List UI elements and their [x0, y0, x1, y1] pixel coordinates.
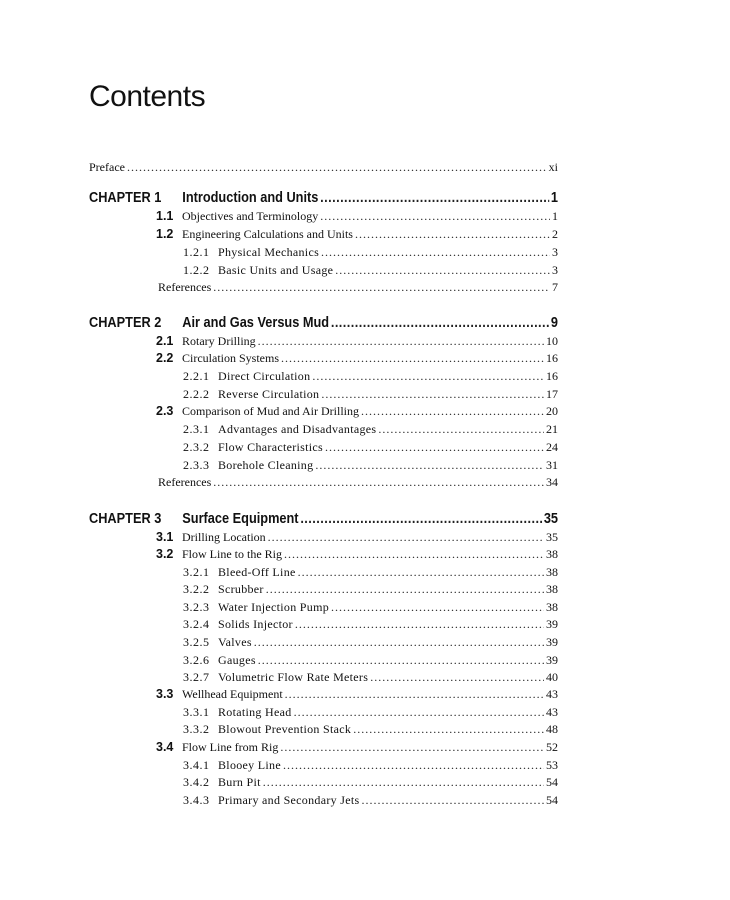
toc-subsection-3-2-3[interactable]: [183, 599, 558, 615]
subsection-title: Bleed-Off Line: [218, 565, 296, 579]
leader-dots: [315, 457, 544, 473]
section-title: Circulation Systems: [182, 351, 279, 365]
leader-dots: [266, 581, 544, 597]
leader-dots: [280, 739, 544, 755]
toc-chapter-1[interactable]: [89, 189, 558, 207]
subsection-title: Borehole Cleaning: [218, 458, 314, 472]
section-page: 16: [546, 351, 558, 365]
subsection-page: 38: [546, 600, 558, 614]
subsection-page: 39: [546, 635, 558, 649]
subsection-title: Gauges: [218, 653, 256, 667]
subsection-title: Flow Characteristics: [218, 440, 323, 454]
chapter-label: CHAPTER 2: [89, 315, 162, 331]
subsection-number: 3.2.5: [183, 635, 210, 649]
references-page: 34: [546, 475, 558, 489]
subsection-title: Rotating Head: [218, 705, 292, 719]
leader-dots: [263, 774, 544, 790]
toc-subsection-3-4-2[interactable]: [183, 774, 558, 790]
chapter-title: Introduction and Units: [182, 190, 319, 206]
section-page: 20: [546, 404, 558, 418]
subsection-title: Advantages and Disadvantages: [218, 422, 377, 436]
section-page: 38: [546, 547, 558, 561]
toc-entry-title: Preface: [89, 160, 125, 174]
section-title: Engineering Calculations and Units: [182, 227, 353, 241]
subsection-page: 21: [546, 422, 558, 436]
subsection-title: Solids Injector: [218, 617, 293, 631]
toc-subsection-2-2-1[interactable]: [183, 368, 558, 384]
subsection-number: 1.2.1: [183, 245, 210, 259]
leader-dots: [213, 474, 544, 490]
leader-dots: [258, 652, 544, 668]
subsection-number: 2.2.1: [183, 369, 210, 383]
toc-section-3-1[interactable]: [156, 529, 558, 545]
toc-section-2-1[interactable]: [156, 333, 558, 349]
leader-dots: [268, 529, 544, 545]
section-page: 10: [546, 334, 558, 348]
chapter-title: Air and Gas Versus Mud: [182, 315, 330, 331]
toc-subsection-2-3-2[interactable]: [183, 439, 558, 455]
subsection-page: 39: [546, 617, 558, 631]
section-number: 2.3: [156, 404, 174, 418]
toc-subsection-3-2-1[interactable]: [183, 564, 558, 580]
leader-dots: [335, 262, 550, 278]
references-page: 7: [552, 280, 558, 294]
leader-dots: [283, 757, 544, 773]
leader-dots: [295, 616, 544, 632]
leader-dots: [331, 599, 544, 615]
section-number: 2.2: [156, 351, 174, 365]
subsection-number: 2.3.1: [183, 422, 210, 436]
subsection-number: 3.4.1: [183, 758, 210, 772]
toc-subsection-2-3-3[interactable]: [183, 457, 558, 473]
subsection-number: 3.2.7: [183, 670, 210, 684]
subsection-title: Scrubber: [218, 582, 264, 596]
toc-subsection-3-4-1[interactable]: [183, 757, 558, 773]
toc-chapter-2[interactable]: [89, 314, 558, 332]
toc-subsection-3-2-4[interactable]: [183, 616, 558, 632]
subsection-page: 43: [546, 705, 558, 719]
chapter-label: CHAPTER 1: [89, 190, 162, 206]
page-title: Contents: [89, 80, 206, 113]
leader-dots: [258, 333, 544, 349]
toc-entry-page: xi: [548, 160, 558, 174]
subsection-number: 2.3.3: [183, 458, 210, 472]
subsection-title: Physical Mechanics: [218, 245, 320, 259]
leader-dots: [361, 792, 544, 808]
chapter-page: 35: [543, 511, 559, 527]
chapter-title: Surface Equipment: [182, 511, 299, 527]
section-title: Flow Line to the Rig: [182, 547, 282, 561]
subsection-title: Primary and Secondary Jets: [218, 793, 360, 807]
leader-dots: [281, 350, 544, 366]
subsection-page: 54: [546, 775, 558, 789]
leader-dots: [300, 510, 542, 528]
toc-section-1-1[interactable]: [156, 208, 558, 224]
subsection-title: Basic Units and Usage: [218, 263, 334, 277]
subsection-page: 16: [546, 369, 558, 383]
subsection-page: 38: [546, 582, 558, 596]
toc-subsection-1-2-1[interactable]: [183, 244, 558, 260]
subsection-number: 3.4.2: [183, 775, 210, 789]
subsection-page: 39: [546, 653, 558, 667]
subsection-number: 3.2.6: [183, 653, 210, 667]
toc-subsection-3-2-6[interactable]: [183, 652, 558, 668]
leader-dots: [378, 421, 544, 437]
leader-dots: [355, 226, 550, 242]
section-page: 2: [552, 227, 558, 241]
leader-dots: [127, 159, 547, 175]
section-title: Drilling Location: [182, 530, 266, 544]
section-title: Rotary Drilling: [182, 334, 256, 348]
section-number: 1.2: [156, 227, 174, 241]
toc-section-3-3[interactable]: [156, 686, 558, 702]
chapter-page: 1: [550, 190, 559, 206]
subsection-number: 1.2.2: [183, 263, 210, 277]
subsection-page: 31: [546, 458, 558, 472]
leader-dots: [254, 634, 544, 650]
toc-preface[interactable]: [89, 159, 558, 175]
section-title: Flow Line from Rig: [182, 740, 279, 754]
subsection-title: Valves: [218, 635, 252, 649]
subsection-page: 17: [546, 387, 558, 401]
subsection-title: Water Injection Pump: [218, 600, 330, 614]
references-title: References: [158, 280, 212, 294]
subsection-page: 38: [546, 565, 558, 579]
toc-subsection-1-2-2[interactable]: [183, 262, 558, 278]
toc-subsection-3-3-2[interactable]: [183, 721, 558, 737]
subsection-number: 3.2.4: [183, 617, 210, 631]
section-title: Comparison of Mud and Air Drilling: [182, 404, 359, 418]
leader-dots: [320, 189, 549, 207]
leader-dots: [298, 564, 544, 580]
subsection-title: Blooey Line: [218, 758, 281, 772]
chapter-page: 9: [550, 315, 559, 331]
toc-section-3-4[interactable]: [156, 739, 558, 755]
leader-dots: [321, 386, 544, 402]
leader-dots: [321, 244, 550, 260]
subsection-title: Volumetric Flow Rate Meters: [218, 670, 369, 684]
subsection-title: Burn Pit: [218, 775, 261, 789]
toc-subsection-3-2-2[interactable]: [183, 581, 558, 597]
leader-dots: [353, 721, 544, 737]
toc-subsection-3-2-5[interactable]: [183, 634, 558, 650]
leader-dots: [294, 704, 544, 720]
subsection-page: 24: [546, 440, 558, 454]
leader-dots: [331, 314, 549, 332]
references-title: References: [158, 475, 212, 489]
subsection-page: 48: [546, 722, 558, 736]
toc-section-2-2[interactable]: [156, 350, 558, 366]
subsection-number: 3.3.2: [183, 722, 210, 736]
section-page: 52: [546, 740, 558, 754]
section-number: 3.1: [156, 530, 174, 544]
leader-dots: [320, 208, 550, 224]
subsection-page: 3: [552, 245, 558, 259]
subsection-number: 3.2.3: [183, 600, 210, 614]
section-page: 43: [546, 687, 558, 701]
toc-references-ch1[interactable]: [158, 279, 558, 295]
section-number: 3.4: [156, 740, 174, 754]
section-title: Objectives and Terminology: [182, 209, 319, 223]
subsection-title: Blowout Prevention Stack: [218, 722, 352, 736]
subsection-number: 3.4.3: [183, 793, 210, 807]
toc-section-3-2[interactable]: [156, 546, 558, 562]
leader-dots: [213, 279, 550, 295]
toc-subsection-3-2-7[interactable]: [183, 669, 558, 685]
toc-subsection-2-2-2[interactable]: [183, 386, 558, 402]
leader-dots: [361, 403, 544, 419]
section-page: 35: [546, 530, 558, 544]
toc-chapter-3[interactable]: [89, 510, 558, 528]
toc-section-1-2[interactable]: [156, 226, 558, 242]
leader-dots: [285, 686, 544, 702]
section-page: 1: [552, 209, 558, 223]
subsection-number: 3.2.1: [183, 565, 210, 579]
toc-subsection-3-3-1[interactable]: [183, 704, 558, 720]
subsection-number: 3.3.1: [183, 705, 210, 719]
section-number: 1.1: [156, 209, 174, 223]
subsection-page: 53: [546, 758, 558, 772]
subsection-page: 3: [552, 263, 558, 277]
toc-section-2-3[interactable]: [156, 403, 558, 419]
toc-subsection-2-3-1[interactable]: [183, 421, 558, 437]
subsection-number: 2.3.2: [183, 440, 210, 454]
subsection-title: Reverse Circulation: [218, 387, 320, 401]
subsection-number: 2.2.2: [183, 387, 210, 401]
toc-references-ch2[interactable]: [158, 474, 558, 490]
section-number: 2.1: [156, 334, 174, 348]
subsection-title: Direct Circulation: [218, 369, 311, 383]
section-number: 3.2: [156, 547, 174, 561]
leader-dots: [312, 368, 544, 384]
subsection-number: 3.2.2: [183, 582, 210, 596]
leader-dots: [325, 439, 544, 455]
section-title: Wellhead Equipment: [182, 687, 283, 701]
subsection-page: 40: [546, 670, 558, 684]
chapter-label: CHAPTER 3: [89, 511, 162, 527]
leader-dots: [370, 669, 544, 685]
subsection-page: 54: [546, 793, 558, 807]
section-number: 3.3: [156, 687, 174, 701]
toc-subsection-3-4-3[interactable]: [183, 792, 558, 808]
leader-dots: [284, 546, 544, 562]
